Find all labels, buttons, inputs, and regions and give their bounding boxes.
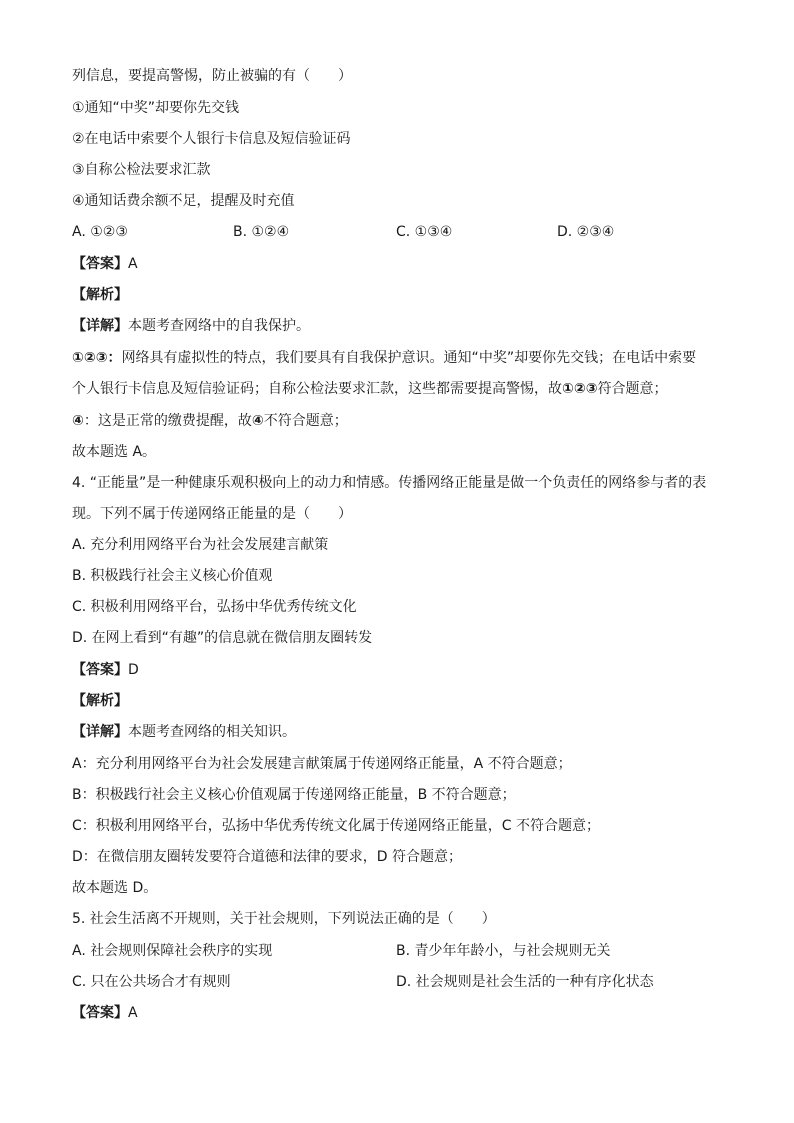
q3-answer (72, 254, 138, 274)
explanation-marks: ①②③ (562, 381, 598, 397)
detail-intro: 本题考查网络的相关知识。 (128, 724, 296, 740)
q3-item-4: ④通知话费余额不足，提醒及时充值 (72, 193, 295, 209)
q3-conclusion: 故本题选 A。 (72, 444, 157, 460)
q4-explanation-d: D：在微信朋友圈转发要符合道德和法律的要求，D 符合题意； (72, 849, 463, 865)
explanation-marks: ④ (251, 413, 264, 429)
q4-explanation-b: B：积极践行社会主义核心价值观属于传递网络正能量，B 不符合题意； (72, 787, 516, 803)
q3-detail (72, 316, 310, 336)
q4-answer (72, 660, 139, 680)
q4-explanation-a: A：充分利用网络平台为社会发展建言献策属于传递网络正能量，A 不符合题意； (72, 756, 572, 772)
answer-value: A (128, 1005, 138, 1021)
q3-stem: 列信息，要提高警惕，防止被骗的有（ ） (72, 68, 352, 84)
q4-option-a: A. 充分利用网络平台为社会发展建言献策 (72, 537, 329, 553)
detail-label: 【详解】 (72, 318, 128, 334)
detail-label: 【详解】 (72, 724, 128, 740)
q5-stem: 5. 社会生活离不开规则，关于社会规则，下列说法正确的是（ ） (72, 911, 496, 927)
q3-explanation-1a (72, 348, 696, 368)
q4-explanation-c: C：积极利用网络平台，弘扬中华优秀传统文化属于传递网络正能量，C 不符合题意； (72, 818, 600, 834)
q3-item-3: ③自称公检法要求汇款 (72, 162, 211, 178)
q3-analysis-label: 【解析】 (72, 287, 128, 303)
q4-stem-line-1: 4. “正能量”是一种健康乐观积极向上的动力和情感。传播网络正能量是做一个负责任的网络参与者的表 (72, 475, 707, 491)
q5-option-c: C. 只在公共场合才有规则 (72, 974, 231, 990)
answer-label: 【答案】 (72, 256, 128, 272)
explanation-text: 符合题意； (597, 381, 668, 397)
q3-option-a: A. ①②③ (72, 224, 128, 240)
q5-option-d: D. 社会规则是社会生活的一种有序化状态 (396, 974, 654, 990)
q5-answer (72, 1003, 138, 1023)
q4-detail (72, 722, 296, 742)
explanation-text: 个人银行卡信息及短信验证码；自称公检法要求汇款，这些都需要提高警惕，故 (72, 381, 562, 397)
q3-option-b: B. ①②④ (233, 224, 290, 240)
answer-value: A (128, 256, 138, 272)
q3-option-c: C. ①③④ (396, 224, 453, 240)
explanation-text: 不符合题意； (263, 413, 348, 429)
q3-option-d: D. ②③④ (557, 224, 615, 240)
q3-item-2: ②在电话中索要个人银行卡信息及短信验证码 (72, 131, 351, 147)
answer-value: D (128, 662, 139, 678)
q4-analysis-label: 【解析】 (72, 693, 128, 709)
q5-option-b: B. 青少年年龄小，与社会规则无关 (396, 943, 611, 959)
q4-option-b: B. 积极践行社会主义核心价值观 (72, 568, 273, 584)
q3-item-1: ①通知“中奖”却要你先交钱 (72, 100, 240, 116)
q3-explanation-1b (72, 379, 668, 399)
answer-label: 【答案】 (72, 662, 128, 678)
explanation-label: ④ (72, 413, 84, 429)
q3-explanation-2 (72, 411, 348, 431)
detail-intro: 本题考查网络中的自我保护。 (128, 318, 310, 334)
q4-stem-line-2: 现。下列不属于传递网络正能量的是（ ） (72, 506, 352, 522)
answer-label: 【答案】 (72, 1005, 128, 1021)
q4-conclusion: 故本题选 D。 (72, 880, 158, 896)
explanation-label: ①②③： (72, 350, 122, 366)
q4-option-d: D. 在网上看到“有趣”的信息就在微信朋友圈转发 (72, 630, 373, 646)
q5-option-a: A. 社会规则保障社会秩序的实现 (72, 943, 273, 959)
q4-option-c: C. 积极利用网络平台，弘扬中华优秀传统文化 (72, 599, 357, 615)
explanation-text: 网络具有虚拟性的特点，我们要具有自我保护意识。通知“中奖”却要你先交钱；在电话中索要 (121, 350, 697, 366)
explanation-text: ：这是正常的缴费提醒，故 (83, 413, 252, 429)
